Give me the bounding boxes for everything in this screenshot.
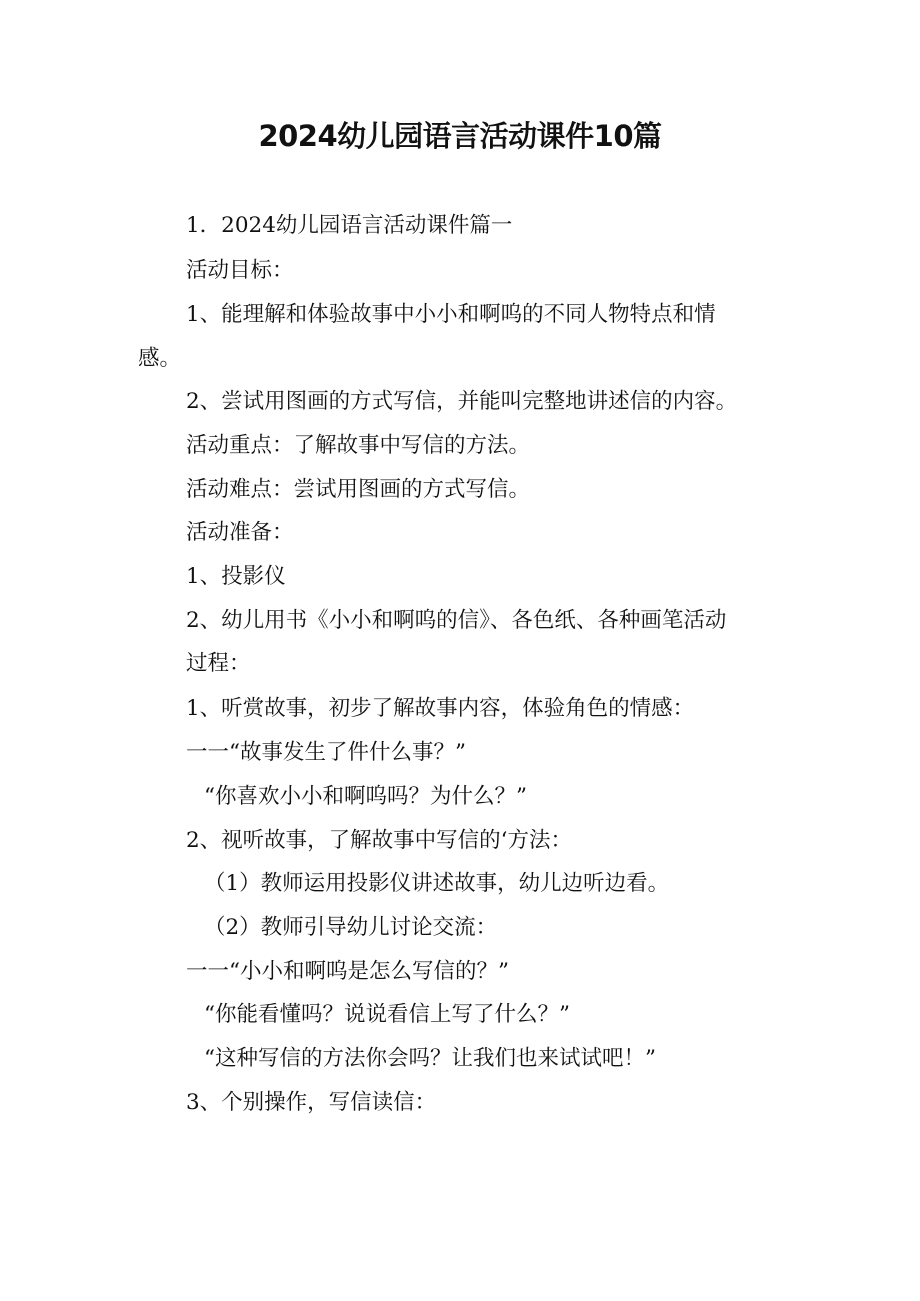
goal-item-1-continued: 感。 xyxy=(138,346,182,371)
question-line: “你能看懂吗？说说看信上写了什么？” xyxy=(204,1002,570,1027)
activity-focus: 活动重点：了解故事中写信的方法。 xyxy=(186,433,531,458)
goal-item-2: 2、尝试用图画的方式写信，并能叫完整地讲述信的内容。 xyxy=(186,389,738,414)
process-step-1: 1、听赏故事，初步了解故事内容，体验角色的情感： xyxy=(186,696,695,721)
substep-1: （1）教师运用投影仪讲述故事，幼儿边听边看。 xyxy=(204,871,670,896)
process-heading: 过程： xyxy=(186,651,251,676)
preparation-item-2: 2、幼儿用书《小小和啊呜的信》、各色纸、各种画笔活动 xyxy=(186,608,727,633)
process-step-3: 3、个别操作，写信读信： xyxy=(186,1090,437,1115)
activity-preparation-heading: 活动准备： xyxy=(186,520,294,545)
activity-goals-heading: 活动目标： xyxy=(186,258,294,283)
question-line: “你喜欢小小和啊呜吗？为什么？” xyxy=(204,784,527,809)
question-line: 一一“小小和啊呜是怎么写信的？” xyxy=(186,959,509,984)
preparation-item-1: 1、投影仪 xyxy=(186,564,286,589)
question-line: 一一“故事发生了件什么事？” xyxy=(186,740,466,765)
document-title: 2024幼儿园语言活动课件10篇 xyxy=(258,119,662,153)
activity-difficulty: 活动难点：尝试用图画的方式写信。 xyxy=(186,477,531,502)
question-line: “这种写信的方法你会吗？让我们也来试试吧！” xyxy=(204,1046,656,1071)
process-step-2: 2、视听故事，了解故事中写信的‘方法： xyxy=(186,828,573,853)
substep-2: （2）教师引导幼儿讨论交流： xyxy=(204,915,498,940)
section-heading: 1．2024幼儿园语言活动课件篇一 xyxy=(186,213,513,238)
goal-item-1: 1、能理解和体验故事中小小和啊呜的不同人物特点和情 xyxy=(186,302,716,327)
